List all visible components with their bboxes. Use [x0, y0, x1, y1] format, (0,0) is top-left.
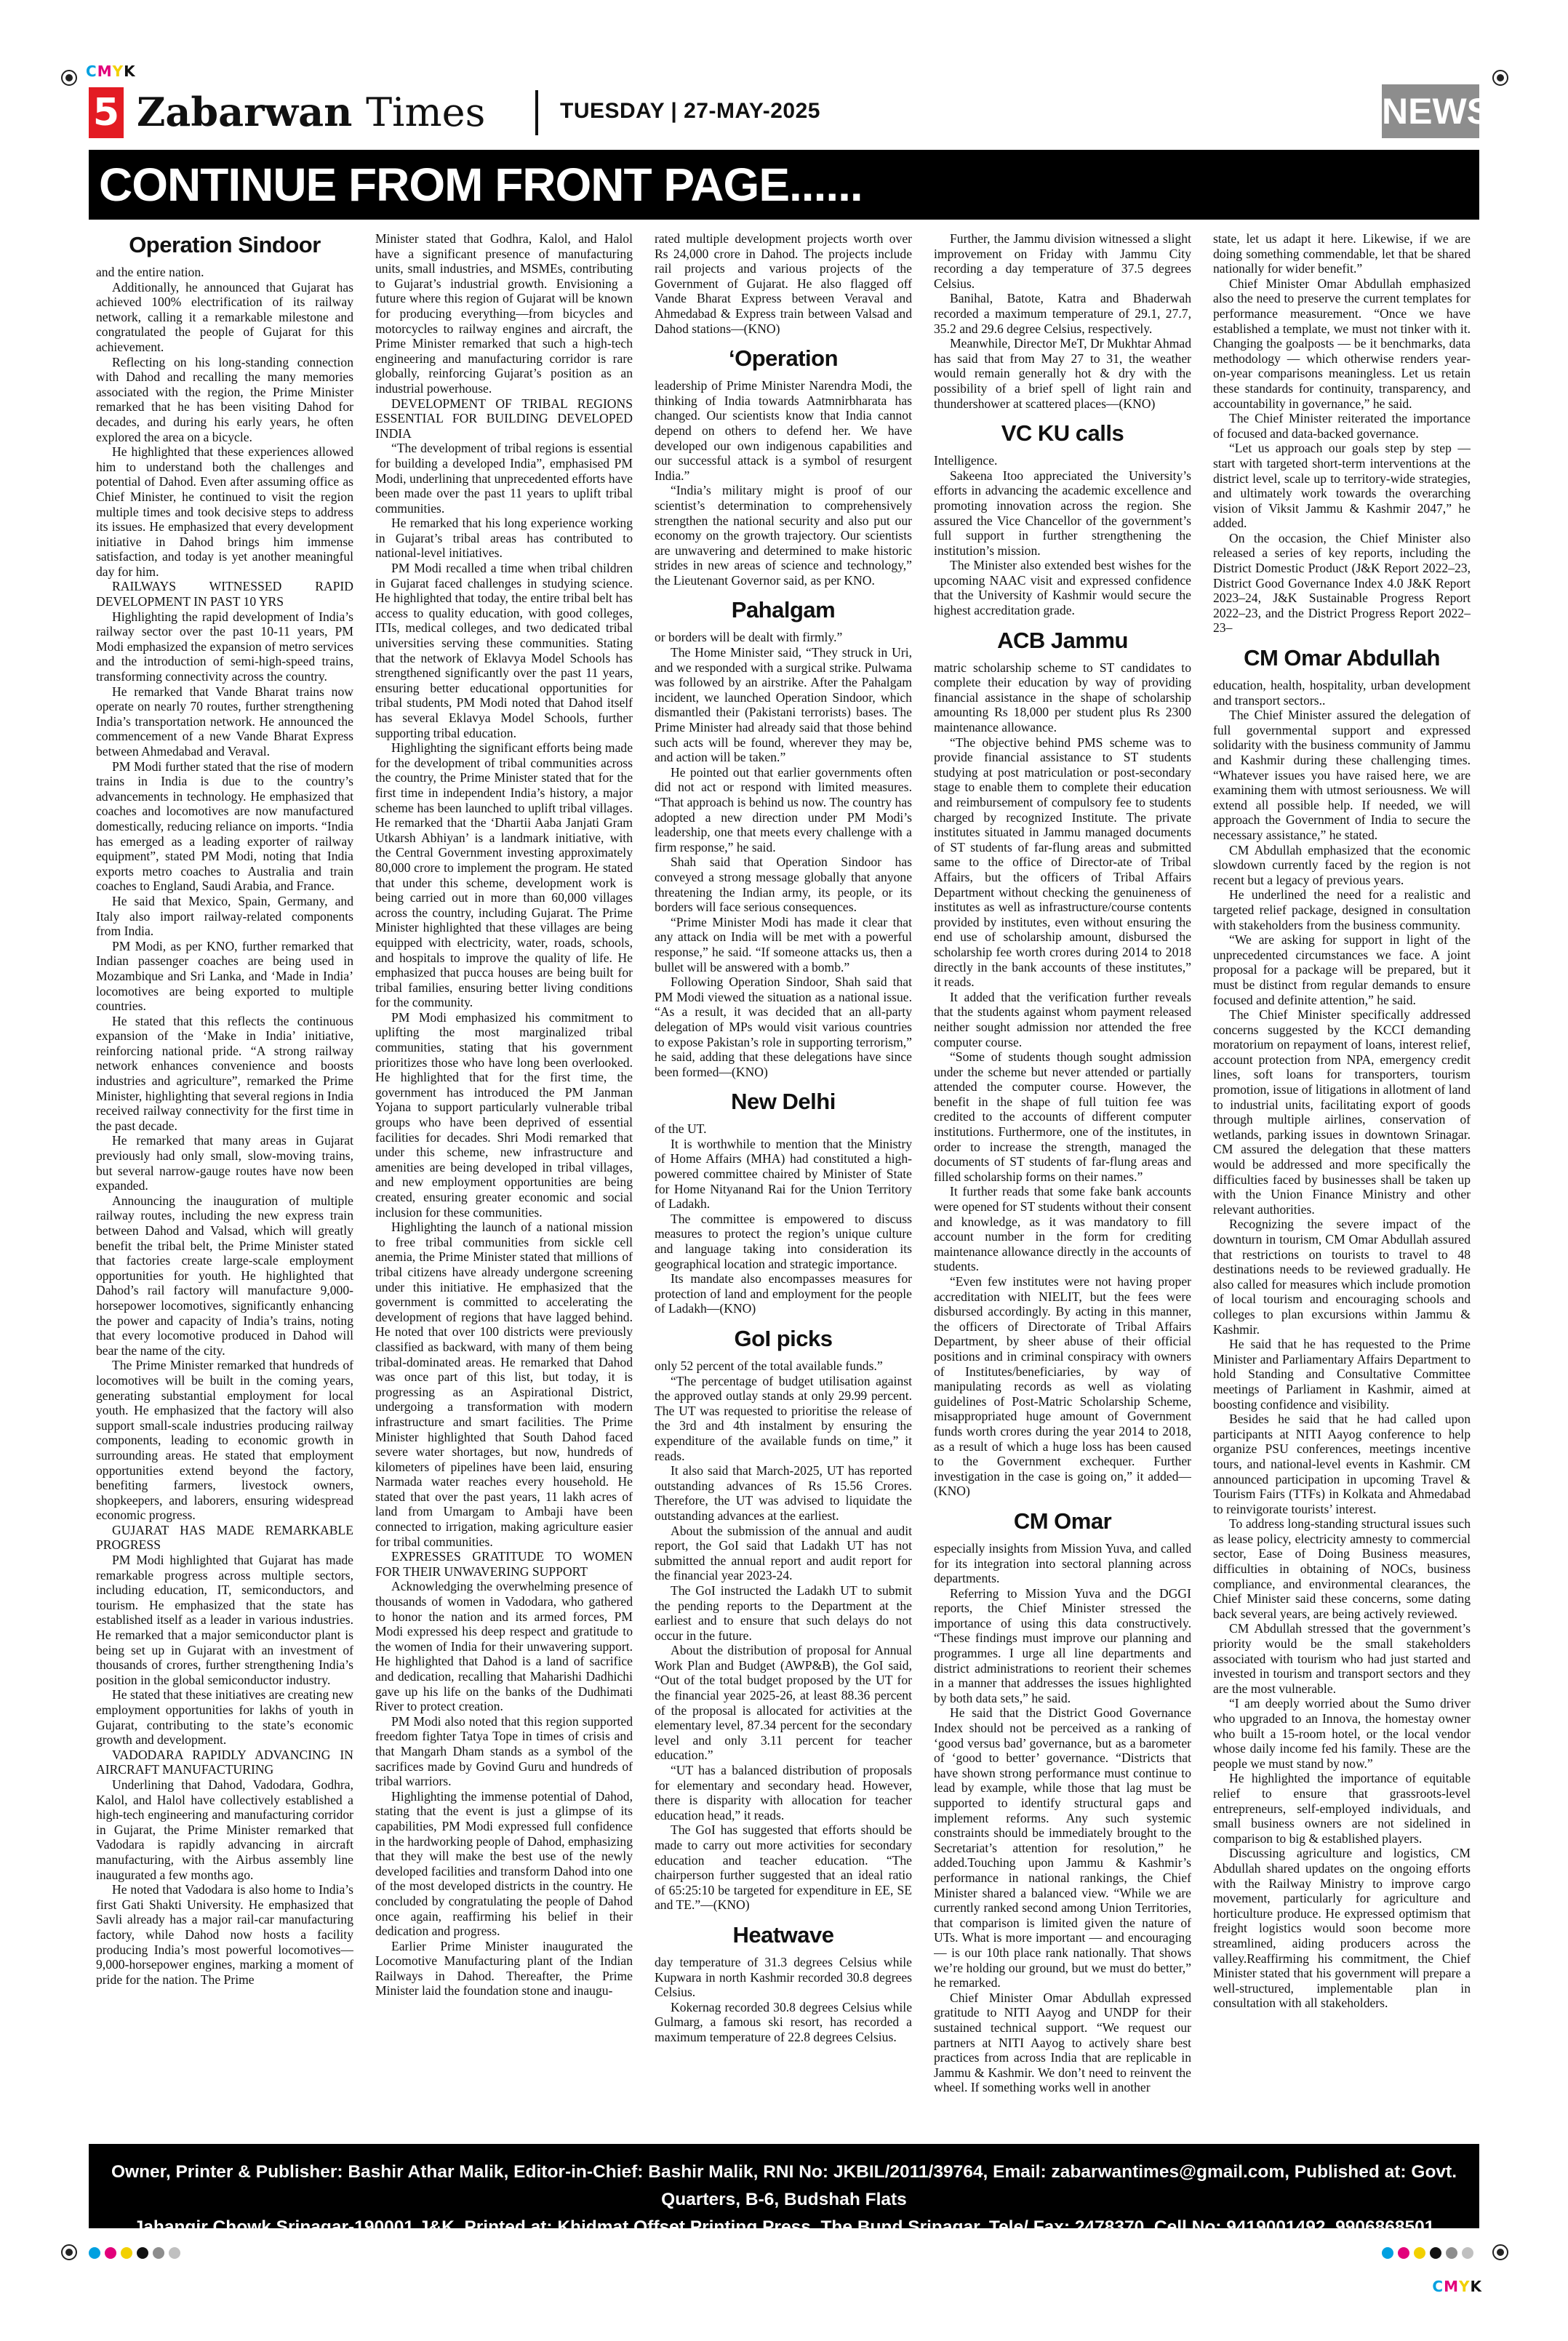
story-paragraph: EXPRESSES GRATITUDE TO WOMEN FOR THEIR UNWAVERING SUPPORT: [375, 1549, 633, 1579]
cmyk-m: M: [1444, 2278, 1460, 2295]
story-paragraph: He stated that this reflects the continuous expansion of the ‘Make in India’ initiative, reinforcing national pride. “A strong railway network enhances convenience and boosts industries and agriculture”, remarked the Prime Minister, highlighting that several regions in India received railway connectivity for the first time in the past decade.: [96, 1013, 353, 1133]
story-paragraph: “India’s military might is proof of our scientist’s determination to comprehensively strengthen the national security and also put our economy on the growth trajectory. Our scientists are unwavering and determined to make historic strides in new areas of science and technology,” the Lieutenant Governor said, as per KNO.: [655, 483, 912, 588]
registration-mark-icon: [1492, 2244, 1508, 2260]
cmyk-label-top: [86, 63, 136, 80]
registration-mark-icon: [61, 2244, 77, 2260]
paper-name: [137, 89, 485, 135]
story-paragraph: of the UT.: [655, 1121, 707, 1137]
story-paragraph: Discussing agriculture and logistics, CM Abdullah shared updates on the ongoing efforts with the Railway Ministry to improve cargo movement, particularly for agriculture and horticulture produce. He expressed optimism that freight logistics would soon become more streamlined, aiding producers across the valley.Reaffirming his commitment, the Chief Minister stated that his government will prepare a well-structured, implementable plan in consultation with all stakeholders.: [1213, 1846, 1471, 2011]
story-paragraph: Earlier Prime Minister inaugurated the Locomotive Manufacturing plant of the Indian Railways in Dahod. Thereafter, the Prime Minister laid the foundation stone and inaugu-: [375, 1938, 633, 1998]
story-paragraph: PM Modi recalled a time when tribal children in Gujarat faced challenges in studying science. He highlighted that today, the entire tribal belt has access to quality education, with good colleges, ITIs, medical colleges, and two dedicated tribal universities serving these communities. Stating that the network of Eklavya Model Schools has strengthened significantly over the past 11 years, ensuring better educational opportunities for tribal students, PM Modi noted that Dahod itself has several Eklavya Model Schools, further supporting tribal education.: [375, 561, 633, 740]
story-paragraph: He said that the District Good Governance Index should not be perceived as a ranking of ‘good versus bad’ governance, but as a barometer of ‘good to better’ governance. “Districts that have shown strong performance must continue to lead by example, while those that lag must be supported to identify structural gaps and implement reforms. Any such systemic constraints should be immediately brought to the Secretariat’s attention for resolution,” he added.Touching upon Jammu & Kashmir’s performance in national rankings, the Chief Minister shared a balanced view. “While we are currently ranked second among Union Territories, that comparison is limited given the nature of UTs. What is more important — and encouraging — is our 10th place rank nationally. That shows we’re holding our ground, but we must do better,” he remarked.: [934, 1705, 1191, 1990]
story-heading: Operation Sindoor: [129, 232, 321, 257]
story-paragraph: Reflecting on his long-standing connection with Dahod and recalling the many memories associated with the region, the Prime Minister remarked that he has been visiting Dahod for decades, and during his early years, he often explored the area on a bicycle.: [96, 354, 353, 444]
story-paragraph: It added that the verification further reveals that the students against whom payment released neither sought admission nor attended the free computer course.: [934, 989, 1191, 1049]
story-paragraph: It also said that March-2025, UT has reported outstanding advances of Rs 15.56 Crores. Therefore, the UT was advised to liquidate the outstanding advances at the earliest.: [655, 1463, 912, 1523]
story-paragraph: Its mandate also encompasses measures for protection of land and employment for the people of Ladakh—(KNO): [655, 1271, 912, 1316]
story-heading: CM Omar Abdullah: [1244, 645, 1440, 671]
swatch-dot: [137, 2247, 148, 2259]
swatch-dot: [1398, 2247, 1409, 2259]
story-heading: Pahalgam: [731, 597, 836, 623]
story-paragraph: The GoI has suggested that efforts should be made to carry out more activities for secondary education and teacher education. “The chairperson further suggested that an ideal ratio of 65:25:10 be targeted for expenditure in EE, SE and TE.”—(KNO): [655, 1822, 912, 1913]
swatch-dot: [121, 2247, 132, 2259]
story-paragraph: PM Modi also noted that this region supported freedom fighter Tatya Tope in times of crisis and that Mangarh Dham stands as a symbol of the sacrifices made by Govind Guru and hundreds of tribal warriors.: [375, 1713, 633, 1789]
story-paragraph: PM Modi further stated that the rise of modern trains in India is due to the country’s advancements in technology. He emphasized that coaches and locomotives are now manufactured domestically, reducing reliance on imports. “India has emerged as a leading exporter of railway equipment”, stated PM Modi, noting that India exports metro coaches to Australia and train coaches to England, Saudi Arabia, and France.: [96, 759, 353, 894]
story-paragraph: “We are asking for support in light of the unprecedented circumstances we face. A joint proposal for a package will be prepared, but it must be distinct from regular demands to ensure focused and definite attention,” he said.: [1213, 932, 1471, 1007]
story-paragraph: Additionally, he announced that Gujarat has achieved 100% electrification of its railway network, calling it a remarkable milestone and congratulated the people of Gujarat for this achievement.: [96, 279, 353, 354]
cmyk-k: K: [1470, 2278, 1482, 2295]
story-paragraph: Chief Minister Omar Abdullah expressed gratitude to NITI Aayog and UNDP for their sustained technical support. “We request our partners at NITI Aayog to actively share best practices from across India that are replicable in Jammu & Kashmir. We don’t need to reinvent the wheel. If something works well in another: [934, 1990, 1191, 2095]
story-paragraph: RAILWAYS WITNESSED RAPID DEVELOPMENT IN PAST 10 YRS: [96, 579, 353, 609]
page-number: 5: [89, 87, 124, 138]
story-paragraph: VADODARA RAPIDLY ADVANCING IN AIRCRAFT MANUFACTURING: [96, 1747, 353, 1777]
story-paragraph: state, let us adapt it here. Likewise, if we are doing something commendable, let that be shared nationally for wider benefit.”: [1213, 231, 1471, 276]
story-paragraph: To address long-standing structural issues such as lease policy, electricity amnesty to commercial sector, Ease of Doing Business measures, difficulties in obtaining of NOCs, business compliance, and environmental clearances, the Chief Minister said these concerns, some dating back several years, are being actively reviewed.: [1213, 1516, 1471, 1621]
swatch-dot: [1414, 2247, 1425, 2259]
story-paragraph: GUJARAT HAS MADE REMARKABLE PROGRESS: [96, 1522, 353, 1553]
story-paragraph: It further reads that some fake bank accounts were opened for ST students without their consent and knowledge, as it was mandatory to fill account number in the form for crediting maintenance allowance directly in the accounts of students.: [934, 1184, 1191, 1274]
story-heading: ‘Operation: [728, 345, 838, 372]
cmyk-y: Y: [1459, 2278, 1471, 2295]
article-column: [934, 231, 1191, 2129]
story-paragraph: He underlined the need for a realistic and targeted relief package, designed in consultation with stakeholders from the business community.: [1213, 887, 1471, 932]
cmyk-c: C: [86, 63, 97, 80]
story-paragraph: “The development of tribal regions is essential for building a developed India”, emphasised PM Modi, underlining that unprecedented efforts have been made over the past 11 years to uplift tribal communities.: [375, 441, 633, 516]
story-paragraph: Underlining that Dahod, Vadodara, Godhra, Kalol, and Halol have collectively established a high-tech engineering and manufacturing corridor in Gujarat, the Prime Minister remarked that Vadodara is rapidly advancing in aircraft manufacturing, with the Airbus assembly line inaugurated a few months ago.: [96, 1777, 353, 1882]
swatch-dot: [1430, 2247, 1441, 2259]
story-paragraph: and the entire nation.: [96, 265, 204, 279]
story-paragraph: “UT has a balanced distribution of proposals for elementary and secondary head. However, there is disparity with allocation for teacher education head,” it reads.: [655, 1763, 912, 1822]
story-paragraph: Sakeena Itoo appreciated the University’s efforts in advancing the academic excellence and promoting innovation across the region. She assured the Vice Chancellor of the government’s full support in further strengthening the institution’s mission.: [934, 468, 1191, 558]
story-paragraph: Highlighting the rapid development of India’s railway sector over the past 10-11 years, PM Modi emphasized the expansion of metro services and the introduction of semi-high-speed trains, transforming connectivity across the country.: [96, 609, 353, 684]
story-paragraph: CM Abdullah stressed that the government’s priority would be the small stakeholders associated with tourism who had just started and invested in tourism and transport sectors and they are the most vulnerable.: [1213, 1621, 1471, 1696]
story-heading: VC KU calls: [1001, 420, 1124, 447]
story-paragraph: About the distribution of proposal for Annual Work Plan and Budget (AWP&B), the GoI said, “Out of the total budget proposed by the UT for the financial year 2025-26, at least 88.36 percent of the proposal is allocated for activities at the elementary level, 87.34 percent for the secondary level and only 3.11 percent for teacher education.”: [655, 1643, 912, 1763]
story-paragraph: Banihal, Batote, Katra and Bhaderwah recorded a maximum temperature of 29.1, 27.7, 35.2 and 29.6 degree Celsius, respectively.: [934, 291, 1191, 336]
story-paragraph: Besides he said that he had called upon participants at NITI Aayog conference to help organize PSU conferences, meetings incentive tours, and national-level events in Kashmir. CM announced participation in upcoming Travel & Tourism Fairs (TTFs) in Kolkata and Ahmedabad to reinvigorate tourists’ interest.: [1213, 1412, 1471, 1516]
story-paragraph: He said that Mexico, Spain, Germany, and Italy also import railway-related components from India.: [96, 893, 353, 939]
story-paragraph: On the occasion, the Chief Minister also released a series of key reports, including the District Domestic Product (J&K Report 2022–23, District Good Governance Index 4.0 J&K Report 2023–24, J&K Sustainable Progress Report 2022–23, and the District Progress Report 2022–23–: [1213, 530, 1471, 636]
story-paragraph: Further, the Jammu division witnessed a slight improvement on Friday with Jammu City recording a day temperature of 37.5 degrees Celsius.: [934, 231, 1191, 291]
story-paragraph: Minister stated that Godhra, Kalol, and Halol have a significant presence of manufacturing units, small industries, and MSMEs, contributing to Gujarat’s industrial growth. Envisioning a future where this region of Gujarat will be known for producing everything—from bicycles and motorcycles to railway engines and aircraft, the Prime Minister remarked that such a high-tech engineering and manufacturing corridor is rare globally, reinforcing Gujarat’s position as an industrial powerhouse.: [375, 231, 633, 396]
story-paragraph: day temperature of 31.3 degrees Celsius while Kupwara in north Kashmir recorded 30.8 degrees Celsius.: [655, 1954, 912, 2000]
story-paragraph: The Chief Minister reiterated the importance of focused and data-backed governance.: [1213, 411, 1471, 441]
story-paragraph: rated multiple development projects worth over Rs 24,000 crore in Dahod. The projects include rail projects and various projects of the Government of Gujarat. He also flagged off Vande Bharat Express between Veraval and Ahmedabad & Express train between Valsad and Dahod stations—(KNO): [655, 231, 912, 336]
story-paragraph: “Even few institutes were not having proper accreditation with NIELIT, but the fees were disbursed accordingly. By acting in this manner, the officers of Directorate of Tribal Affairs Department, by sheer abuse of their official positions and in criminal conspiracy with owners of Institutes/beneficiaries, by way of manipulating records as well as violating guidelines of Post-Matric Scholarship Scheme, misappropriated huge amount of Government funds worth crores during the year 2014 to 2018, as a result of which a huge loss has been caused to the Government exchequer. Further investigation in the case is going on,” it added—(KNO): [934, 1274, 1191, 1499]
registration-mark-icon: [61, 70, 77, 86]
story-paragraph: PM Modi, as per KNO, further remarked that Indian passenger coaches are being used in Mozambique and Sri Lanka, and ‘Made in India’ locomotives are being exported to multiple countries.: [96, 938, 353, 1014]
swatch-dot: [153, 2247, 164, 2259]
story-paragraph: He highlighted the importance of equitable relief to ensure that grassroots-level entrepreneurs, self-employed individuals, and small business owners are not sidelined in comparison to big & established players.: [1213, 1771, 1471, 1846]
story-paragraph: education, health, hospitality, urban development and transport sectors..: [1213, 678, 1471, 708]
article-column: [1213, 231, 1471, 2129]
story-paragraph: “Let us approach our goals step by step — start with targeted short-term interventions at the district level, scale up to territory-wide strategies, and ultimately work towards the overarching vision of Viksit Jammu & Kashmir 2047,” he added.: [1213, 441, 1471, 531]
swatch-dot: [1446, 2247, 1457, 2259]
story-paragraph: It is worthwhile to mention that the Ministry of Home Affairs (MHA) had constituted a high-powered committee chaired by Minister of State for Home Nityanand Rai for the Union Territory of Ladakh.: [655, 1136, 912, 1212]
story-heading: New Delhi: [731, 1089, 836, 1115]
story-paragraph: Intelligence.: [934, 453, 998, 468]
story-paragraph: He noted that Vadodara is also home to India’s first Gati Shakti University. He emphasized that Savli already has a major rail-car manufacturing factory, while Dahod now hosts a facility producing India’s most powerful locomotives—9,000-horsepower engines, marking a moment of pride for the nation. The Prime: [96, 1882, 353, 1987]
color-swatch-row-right: [1382, 2247, 1473, 2259]
story-paragraph: Chief Minister Omar Abdullah emphasized also the need to preserve the current templates for performance measurement. “Once we have established a template, we must not tinker with it. Changing the goalposts — be it benchmarks, data methodology — which otherwise renders year-on-year comparisons meaningless. Let us retain these standards for continuity, transparency, and accountability in governance,” he said.: [1213, 276, 1471, 411]
story-paragraph: Kokernag recorded 30.8 degrees Celsius while Gulmarg, a famous ski resort, has recorded a maximum temperature of 22.8 degrees Celsius.: [655, 1999, 912, 2044]
swatch-dot: [169, 2247, 180, 2259]
story-paragraph: He remarked that his long experience working in Gujarat’s tribal areas has contributed to national-level initiatives.: [375, 516, 633, 561]
story-paragraph: Highlighting the significant efforts being made for the development of tribal communities across the country, the Prime Minister stated that for the first time in independent India’s history, a major scheme has been launched to uplift tribal villages. He remarked that the ‘Dhartii Aaba Janjati Gram Utkarsh Abhiyan’ is a landmark initiative, with the Central Government investing approximately 80,000 crore to implement the program. He stated that under this scheme, development work is being carried out in more than 60,000 villages across the country, including Gujarat. The Prime Minister highlighted that these villages are being equipped with electricity, water, roads, schools, and hospitals to improve the quality of life. He emphasized that pucca houses are being built for tribal families, ensuring better living conditions for the community.: [375, 740, 633, 1010]
cmyk-y: Y: [112, 63, 124, 80]
story-paragraph: especially insights from Mission Yuva, and called for its integration into sectoral planning across departments.: [934, 1540, 1191, 1586]
story-paragraph: “The objective behind PMS scheme was to provide financial assistance to ST students studying at post matriculation or post-secondary stage to enable them to complete their education and reimbursement of compulsory fee to students charged by recognized Institute. The private institutes situated in Jammu managed documents of ST students of far-flung areas and submitted same to the office of Director-ate of Tribal Affairs, but the officers of Tribal Affairs Department without checking the genuineness of institutes as well as infrastructure/course contents provided by institutes, even without ensuring the end use of scholarship amount, disbursed the scholarship fee worth crores during 2014 to 2018 directly in the bank accounts of these institutes,” it reads.: [934, 735, 1191, 990]
imprint-footer: [89, 2144, 1479, 2237]
color-swatch-row-left: [89, 2247, 180, 2259]
story-paragraph: Referring to Mission Yuva and the DGGI reports, the Chief Minister stressed the importance of using this data constructively. “These findings must improve our planning and programmes. I urge all line departments and district administrations to reorient their schemes in a manner that addresses the issues highlighted by both data sets,” he said.: [934, 1585, 1191, 1705]
paper-name-first: Zabarwan: [137, 89, 353, 135]
story-heading: CM Omar: [1013, 1508, 1112, 1534]
story-paragraph: Recognizing the severe impact of the downturn in tourism, CM Omar Abdullah assured that restrictions on tourists to travel to 48 destinations needs to be reviewed gradually. He also called for measures which include promotion of local tourism and encouraging schools and colleges to plan excursions within Jammu & Kashmir.: [1213, 1217, 1471, 1337]
article-column: [375, 231, 633, 2129]
story-paragraph: Announcing the inauguration of multiple railway routes, including the new express train between Dahod and Valsad, which will greatly benefit the tribal belt, the Prime Minister stated that factories create large-scale employment opportunities for youth. He highlighted that Dahod’s rail factory will manufacture 9,000-horsepower locomotives, significantly enhancing the power and capacity of India’s trains, noting that every locomotive produced in Dahod will bear the name of the city.: [96, 1193, 353, 1358]
story-paragraph: DEVELOPMENT OF TRIBAL REGIONS ESSENTIAL FOR BUILDING DEVELOPED INDIA: [375, 396, 633, 441]
masthead-divider: [535, 90, 538, 135]
story-paragraph: only 52 percent of the total available funds.”: [655, 1358, 883, 1373]
story-paragraph: The committee is empowered to discuss measures to protect the region’s unique culture and language taking into consideration its geographical location and strategic importance.: [655, 1211, 912, 1271]
imprint-line: Jahangir Chowk Srinagar-190001 J&K, Printed at: Khidmat Offset Printing Press, The Bund Srinagar, Tele/ Fax: 2478370, Cell No: 9419001492, 9906868501: [133, 2217, 1435, 2237]
story-paragraph: He said that he has requested to the Prime Minister and Parliamentary Affairs Department to hold Standing and Consultative Committee meetings of Parliament in Kashmir, aimed at boosting confidence and visibility.: [1213, 1337, 1471, 1412]
page-banner: CONTINUE FROM FRONT PAGE......: [89, 150, 1479, 220]
story-paragraph: About the submission of the annual and audit report, the GoI said that Ladakh UT has not submitted the annual report and audit report for the financial year 2023-24.: [655, 1523, 912, 1583]
article-column: [655, 231, 912, 2129]
story-paragraph: The Minister also extended best wishes for the upcoming NAAC visit and expressed confidence that the University of Kashmir would secure the highest accreditation grade.: [934, 558, 1191, 618]
story-paragraph: The GoI instructed the Ladakh UT to submit the pending reports to the Department at the earliest and to ensure that such delays do not occur in the future.: [655, 1582, 912, 1643]
story-paragraph: or borders will be dealt with firmly.”: [655, 630, 843, 645]
story-paragraph: He remarked that many areas in Gujarat previously had only small, slow-moving trains, but several narrow-gauge routes have now been expanded.: [96, 1133, 353, 1193]
cmyk-m: M: [97, 63, 113, 80]
swatch-dot: [89, 2247, 100, 2259]
story-paragraph: Following Operation Sindoor, Shah said that PM Modi viewed the situation as a national issue. “As a result, it was decided that an all-party delegation of MPs would visit various countries to expose Pakistan’s role in supporting terrorism,” he said, adding that these delegations have since been formed—(KNO): [655, 975, 912, 1079]
story-paragraph: The Home Minister said, “They struck in Uri, and we responded with a surgical strike. Pulwama was followed by an airstrike. After the Pahalgam incident, we launched Operation Sindoor, which dismantled their (Pakistani terrorists) bases. The Prime Minister had already said that those behind such acts will be found, wherever they may be, and action will be taken.”: [655, 645, 912, 765]
story-paragraph: “The percentage of budget utilisation against the approved outlay stands at only 29.99 percent. The UT was requested to prioritise the release of the 3rd and 4th instalment by ensuring the expenditure of the available funds on time,” it reads.: [655, 1373, 912, 1463]
issue-date: TUESDAY | 27-MAY-2025: [560, 99, 820, 123]
story-paragraph: Shah said that Operation Sindoor has conveyed a strong message globally that anyone threatening the Indian army, its people, or its borders will face serious consequences.: [655, 855, 912, 915]
story-paragraph: Highlighting the launch of a national mission to free tribal communities from sickle cell anemia, the Prime Minister stated that millions of tribal citizens have already undergone screening under this initiative. He emphasized that the government is committed to accelerating the development of regions that have lagged behind. He noted that over 100 districts were previously classified as backward, with many of them being tribal-dominated areas. He remarked that Dahod was once part of this list, but today, it is progressing as an Aspirational District, undergoing a transformation with modern infrastructure and smart facilities. The Prime Minister highlighted that South Dahod faced severe water shortages, but now, hundreds of kilometers of pipelines have been laid, ensuring Narmada water reaches every household. He stated that over the past years, 11 lakh acres of land from Umargam to Ambaji have been connected to irrigation, making agriculture easier for tribal communities.: [375, 1220, 633, 1549]
story-paragraph: The Chief Minister assured the delegation of full governmental support and expressed solidarity with the business community of Jammu and Kashmir during these challenging times. “Whatever issues you have raised here, we are examining them with utmost seriousness. We will extend all possible help. If needed, we will approach the Government of India to secure the necessary assistance,” he stated.: [1213, 708, 1471, 842]
cmyk-label-bottom: [1432, 2278, 1482, 2295]
story-paragraph: The Chief Minister specifically addressed concerns suggested by the KCCI demanding moratorium on repayment of loans, interest relief, account protection from NPA, emergency credit lines, soft loans for transporters, tourism promotion, issue of litigations in allotment of land to industrial units, facilitating export of goods through multiple airlines, conservation of wetlands, parking issues in downtown Srinagar. CM assured the delegation that these matters would be addressed and more specifically the difficulties faced by businesses shall be taken up with the Union Finance Ministry and other relevant authorities.: [1213, 1007, 1471, 1217]
story-paragraph: “Some of students though sought admission under the scheme but never attended or partially attended the computer course. However, the benefit in the shape of full tuition fee was credited to the accounts of different computer institutions. Furthermore, one of the institutes, in order to increase the strength, managed the documents of ST students of far-flung areas and filled scholarship forms on their names.”: [934, 1049, 1191, 1184]
paper-name-second: Times: [366, 89, 486, 135]
registration-mark-icon: [1492, 70, 1508, 86]
story-paragraph: The Prime Minister remarked that hundreds of locomotives will be built in the coming years, generating substantial employment for local youth. He emphasized that the factory will also support small-scale industries producing railway components, leading to economic growth in surrounding areas. He stated that employment opportunities extend beyond the factory, benefiting farmers, livestock owners, shopkeepers, and laborers, ensuring widespread economic progress.: [96, 1358, 353, 1523]
story-heading: GoI picks: [734, 1326, 833, 1351]
story-paragraph: PM Modi highlighted that Gujarat has made remarkable progress across multiple sectors, including education, IT, semiconductors, and tourism. He emphasized that the state has established itself as a leader in various industries. He remarked that a major semiconductor plant is being set up in Gujarat with an investment of thousands of crores, further strengthening India’s position in the global semiconductor industry.: [96, 1553, 353, 1687]
story-paragraph: leadership of Prime Minister Narendra Modi, the thinking of India towards Aatmnirbharata has changed. Our scientists know that India cannot depend on others to defend her. We have developed our own indigenous capabilities and our successful attack is a symbol of resurgent India.”: [655, 378, 912, 483]
story-paragraph: He pointed out that earlier governments often did not act or respond with limited measures. “That approach is behind us now. The country has adopted a new direction under PM Modi’s leadership, one that meets every challenge with a firm response,” he said.: [655, 764, 912, 855]
story-paragraph: matric scholarship scheme to ST candidates to complete their education by way of providing financial assistance in the shape of scholarship amounting Rs 18,000 per student plus Rs 2300 maintenance allowance.: [934, 660, 1191, 735]
story-paragraph: Meanwhile, Director MeT, Dr Mukhtar Ahmad has said that from May 27 to 31, the weather would remain generally hot & dry with the possibility of a brief spell of light rain and thundershower at scattered places—(KNO): [934, 336, 1191, 411]
story-paragraph: Highlighting the immense potential of Dahod, stating that the event is just a glimpse of its capabilities, PM Modi expressed full confidence in the hardworking people of Dahod, emphasizing that they will make the best use of the newly developed facilities and transform Dahod into one of the most developed districts in the country. He concluded by congratulating the people of Dahod once again, reaffirming his belief in their dedication and progress.: [375, 1788, 633, 1939]
story-paragraph: He highlighted that these experiences allowed him to understand both the challenges and potential of Dahod. Even after assuming office as Chief Minister, he continued to visit the region multiple times and took decisive steps to address its issues. He emphasized that every development initiative in Dahod brings him immense satisfaction, and today is yet another meaningful day for him.: [96, 444, 353, 579]
story-heading: ACB Jammu: [997, 627, 1128, 653]
story-paragraph: Acknowledging the overwhelming presence of thousands of women in Vadodara, who gathered to honor the nation and its armed forces, PM Modi expressed his deep respect and gratitude to the women of India for their unwavering support. He highlighted that Dahod is a land of sacrifice and dedication, recalling that Maharishi Dadhichi gave up his life on the banks of the Dudhimati River to protect creation.: [375, 1579, 633, 1714]
cmyk-c: C: [1432, 2278, 1444, 2295]
story-paragraph: “Prime Minister Modi has made it clear that any attack on India will be met with a powerful response,” he said. “If someone attacks us, then a bullet will be answered with a bomb.”: [655, 914, 912, 975]
story-paragraph: PM Modi emphasized his commitment to uplifting the most marginalized tribal communities, stating that his government prioritizes those who have long been overlooked. He highlighted that for the first time, the government has introduced the PM Janman Yojana to support particularly vulnerable tribal groups who have been deprived of essential facilities for decades. Shri Modi remarked that under this scheme, new infrastructure and amenities are being developed in tribal villages, and new employment opportunities are being created, ensuring greater economic and social inclusion for these communities.: [375, 1009, 633, 1220]
swatch-dot: [105, 2247, 116, 2259]
cmyk-k: K: [124, 63, 136, 80]
swatch-dot: [1462, 2247, 1473, 2259]
article-columns: [96, 231, 1471, 2129]
article-column: [96, 231, 353, 2129]
imprint-line: Owner, Printer & Publisher: Bashir Athar Malik, Editor-in-Chief: Bashir Malik, RNI No: JKBIL/2011/39764, Email: zabarwantimes@gmail.com, Published at: Govt. Quarters, B-6, Budshah Flats: [111, 2162, 1457, 2209]
section-badge: NEWS: [1382, 84, 1479, 138]
swatch-dot: [1382, 2247, 1393, 2259]
story-paragraph: He stated that these initiatives are creating new employment opportunities for lakhs of youth in Gujarat, contributing to the state’s economic growth and development.: [96, 1687, 353, 1748]
story-paragraph: He remarked that Vande Bharat trains now operate on nearly 70 routes, further strengthening India’s transportation network. He announced the commencement of a new Vande Bharat Express between Ahmedabad and Veraval.: [96, 684, 353, 759]
story-paragraph: CM Abdullah emphasized that the economic slowdown currently faced by the region is not recent but a legacy of previous years.: [1213, 842, 1471, 887]
story-paragraph: “I am deeply worried about the Sumo driver who upgraded to an Innova, the homestay owner who built a 15-room hotel, or the local vendor whose daily income fed his family. These are the people we must stand by now.”: [1213, 1696, 1471, 1771]
masthead: [89, 84, 1491, 141]
story-heading: Heatwave: [732, 1921, 834, 1948]
